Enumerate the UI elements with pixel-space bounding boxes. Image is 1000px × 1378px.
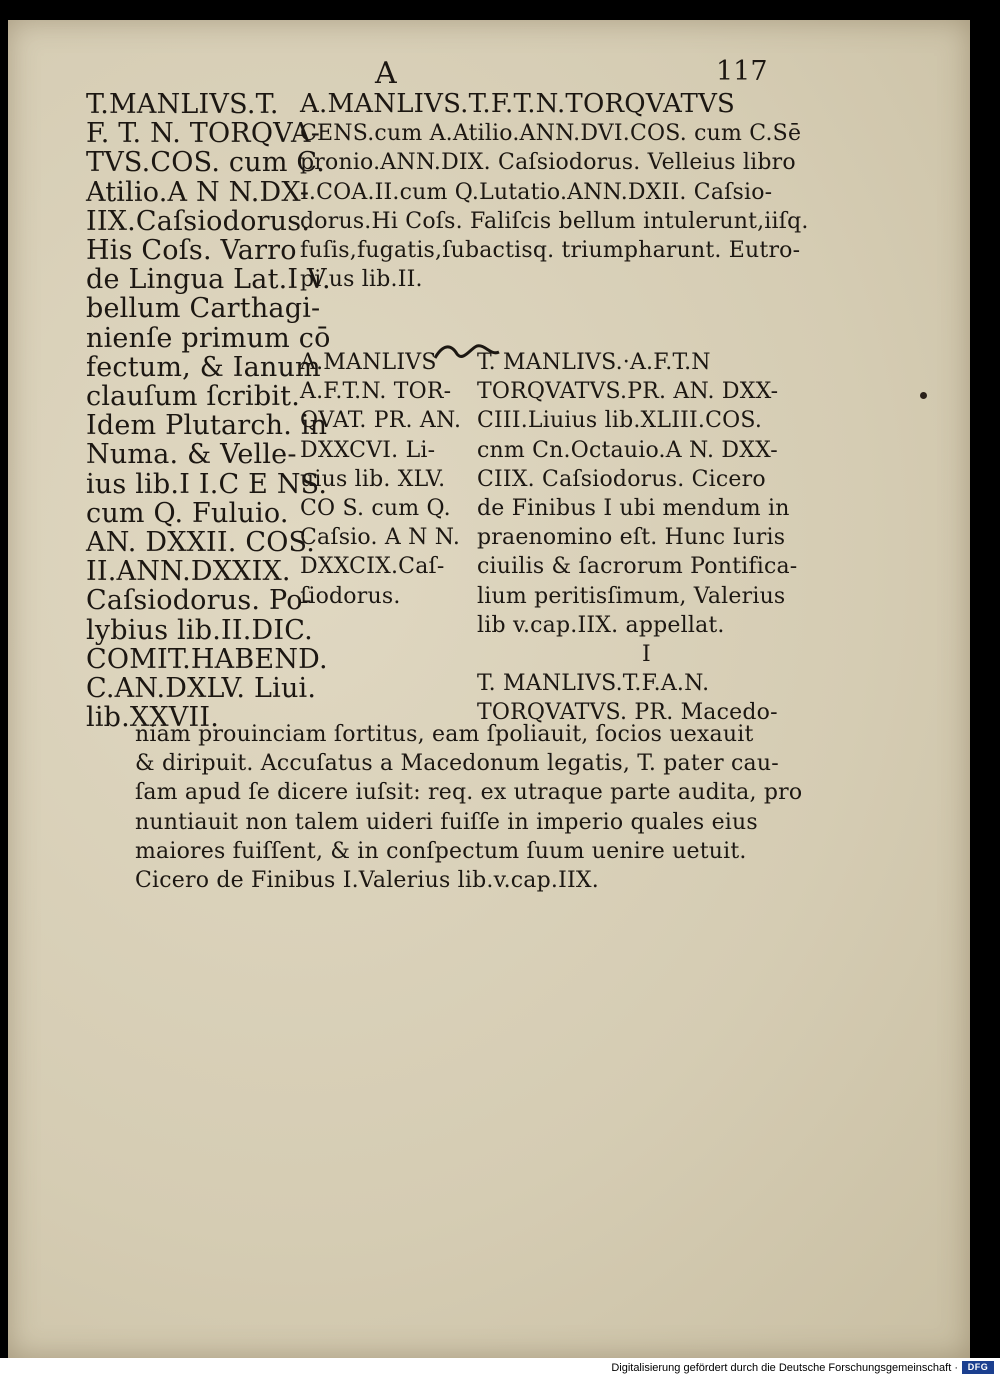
left-line: bellum Carthagi-: [86, 293, 321, 325]
top-entry-line: I.COA.II.cum Q.Lutatio.ANN.DXII. Caſsio-: [300, 179, 773, 205]
left-line: nienſe primum cō: [86, 322, 331, 354]
right-line: ciuilis & ſacrorum Pontifica-: [477, 554, 798, 580]
paragraph-line: & diripuit. Accuſatus a Macedonum legatis, T. pater cau-: [135, 751, 779, 777]
paragraph-line: niam prouinciam ſortitus, eam ſpoliauit, ſocios uexauit: [135, 722, 754, 747]
middle-line: CO S. cum Q.: [300, 496, 451, 522]
left-line: C.AN.DXLV. Liui.: [86, 673, 317, 705]
right-line: lium peritisſimum, Valerius: [477, 583, 786, 609]
paragraph-line: ſam apud ſe dicere iuſsit: req. ex utraque parte audita, pro: [135, 780, 803, 806]
top-entry-line: pronio.ANN.DIX. Caſsiodorus. Velleius libro: [300, 150, 796, 176]
middle-line: DXXCVI. Li-: [300, 437, 436, 463]
bottom-paragraph: [135, 720, 802, 895]
left-line: Numa. & Velle-: [86, 439, 297, 471]
ink-mark: [920, 392, 927, 399]
left-line: clauſum ſcribit.: [86, 381, 301, 413]
right-line: lib v.cap.IIX. appellat.: [477, 612, 725, 638]
left-line: de Lingua Lat.I V.: [86, 264, 331, 296]
top-entry-line: CENS.cum A.Atilio.ANN.DVI.COS. cum C.Sē: [300, 121, 802, 147]
paragraph-line: maiores fuiſſent, & in conſpectum ſuum uenire uetuit.: [135, 838, 747, 864]
middle-line: ſiodorus.: [300, 583, 401, 609]
left-line: TVS.COS. cum C.: [86, 147, 326, 179]
left-line: lib.XXVII.: [86, 702, 219, 734]
middle-line: QVAT. PR. AN.: [300, 408, 462, 434]
dfg-logo[interactable]: DFG: [962, 1361, 994, 1374]
signature-mark: A: [375, 56, 397, 91]
footer-bar: [0, 1358, 1000, 1378]
top-entry-line: pi us lib.II.: [300, 267, 423, 293]
right-line: CIIX. Caſsiodorus. Cicero: [477, 466, 766, 492]
right-line: T. MANLIVS.·A.F.T.N: [477, 350, 711, 375]
left-line: fectum, & Ianum: [86, 351, 321, 383]
middle-line: Caſsio. A N N.: [300, 525, 461, 551]
page-number: 117: [716, 56, 768, 87]
left-line: II.ANN.DXXIX.: [86, 556, 291, 588]
left-line: COMIT.HABEND.: [86, 643, 328, 675]
middle-column: [300, 348, 461, 611]
left-line: His Coſs. Varro: [86, 235, 297, 267]
right-line: praenomino eſt. Hunc Iuris: [477, 525, 786, 551]
middle-line: A.MANLIVS: [300, 350, 437, 375]
left-line: Atilio.A N N.DX-: [86, 176, 310, 208]
right-column: [477, 348, 797, 728]
left-column: [86, 90, 331, 732]
right-line: T. MANLIVS.T.F.A.N.: [477, 671, 710, 697]
top-entry-line: fuſis,fugatis,ſubactisq. triumpharunt. Eutro-: [300, 238, 801, 264]
left-line: cum Q. Fuluio.: [86, 497, 289, 529]
middle-line: DXXCIX.Caſ-: [300, 554, 445, 580]
left-line: lybius lib.II.DIC.: [86, 614, 313, 646]
left-line: F. T. N. TORQVA-: [86, 118, 321, 150]
paragraph-line: Cicero de Finibus I.Valerius lib.v.cap.IIX.: [135, 868, 599, 894]
right-line: de Finibus I ubi mendum in: [477, 496, 790, 522]
top-entry-line: A.MANLIVS.T.F.T.N.TORQVATVS: [300, 89, 736, 119]
left-line: Idem Plutarch. in: [86, 410, 328, 442]
right-line: TORQVATVS.PR. AN. DXX-: [477, 379, 779, 405]
footer-text: Digitalisierung gefördert durch die Deutsche Forschungsgemeinschaft ·: [611, 1362, 958, 1374]
middle-line: uius lib. XLV.: [300, 466, 446, 492]
left-line: T.MANLIVS.T.: [86, 89, 279, 120]
left-line: Caſsiodorus. Po-: [86, 585, 313, 617]
right-line: cnm Cn.Octauio.A N. DXX-: [477, 437, 778, 463]
left-line: AN. DXXII. COS.: [86, 527, 316, 559]
right-line: CIII.Liuius lib.XLIII.COS.: [477, 408, 763, 434]
top-entry: [300, 90, 809, 294]
left-line: IIX.Caſsiodorus.: [86, 205, 311, 237]
top-entry-line: dorus.Hi Coſs. Faliſcis bellum intulerunt,iiſq.: [300, 208, 809, 234]
right-line: I: [642, 642, 651, 668]
right-line: TORQVATVS. PR. Macedo-: [477, 700, 778, 726]
middle-line: A.F.T.N. TOR-: [300, 379, 452, 405]
paragraph-line: nuntiauit non talem uideri fuiſſe in imperio quales eius: [135, 809, 758, 835]
left-line: ius lib.I I.C E NS.: [86, 468, 328, 500]
